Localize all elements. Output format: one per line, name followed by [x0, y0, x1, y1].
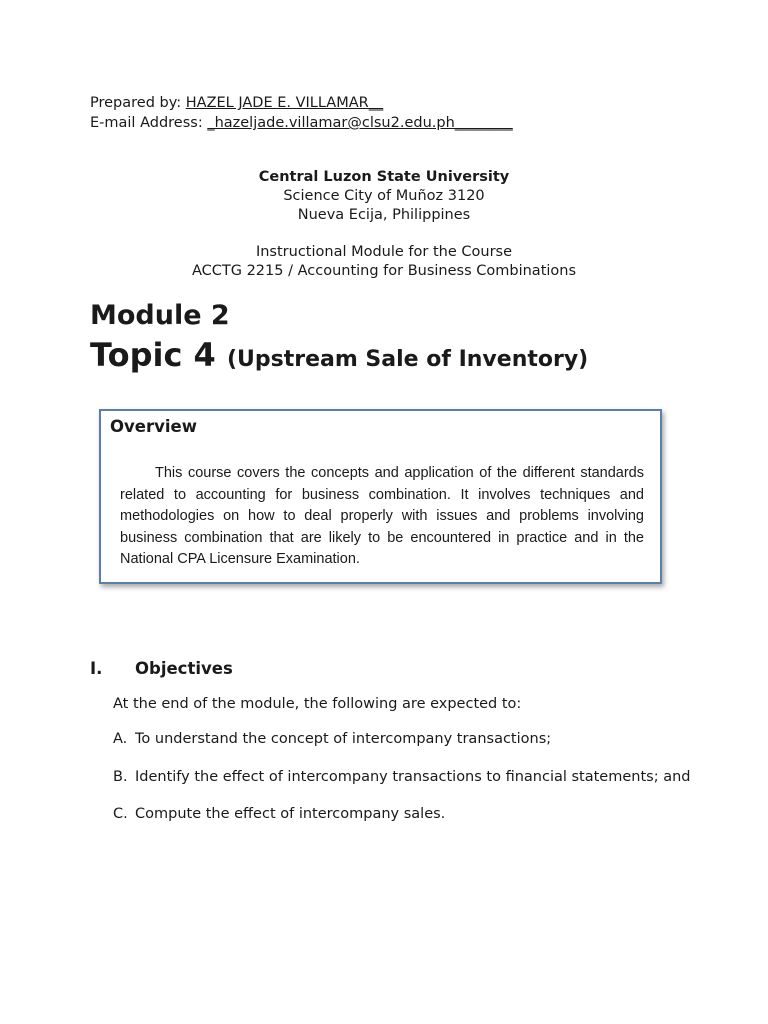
objective-item-c — [113, 806, 445, 822]
objectives-number: I. — [90, 659, 103, 678]
email-value: _hazeljade.villamar@clsu2.edu.ph________ — [207, 115, 513, 131]
topic-label: Topic 4 — [90, 336, 216, 374]
objective-letter: C. — [113, 806, 128, 822]
course-line1: Instructional Module for the Course — [255, 244, 513, 260]
prepared-by-line — [90, 93, 513, 113]
university-block — [0, 168, 768, 225]
objective-item-b — [113, 769, 690, 785]
topic-subtitle: (Upstream Sale of Inventory) — [226, 347, 589, 372]
module-title: Module 2 — [90, 300, 230, 331]
objective-letter: A. — [113, 731, 128, 747]
objectives-heading — [90, 659, 233, 678]
overview-box — [99, 409, 662, 584]
university-address-line1: Science City of Muñoz 3120 — [283, 188, 485, 204]
university-name: Central Luzon State University — [258, 169, 510, 185]
objectives-title: Objectives — [135, 659, 233, 678]
email-label: E-mail Address: — [90, 115, 208, 131]
overview-heading: Overview — [110, 417, 197, 436]
objective-letter: B. — [113, 769, 128, 785]
objectives-intro: At the end of the module, the following are expected to: — [113, 696, 522, 712]
topic-title — [90, 334, 588, 381]
course-line2: ACCTG 2215 / Accounting for Business Combinations — [191, 263, 577, 279]
objective-item-a — [113, 731, 551, 747]
email-line — [90, 113, 513, 133]
university-address-line2: Nueva Ecija, Philippines — [297, 207, 471, 223]
objective-text: To understand the concept of intercompany transactions; — [135, 731, 552, 747]
objective-text: Identify the effect of intercompany transactions to financial statements; and — [135, 769, 691, 785]
prepared-by-label: Prepared by: — [90, 95, 186, 111]
overview-body: This course covers the concepts and application of the different standards related to accounting for business combination. It involves techniques and methodologies on how to deal properly with issues and problems involving business combination that are likely to be encountered in practice and in the National CPA Licensure Examination. — [120, 465, 644, 568]
objective-text: Compute the effect of intercompany sales. — [135, 806, 446, 822]
preparer-info — [90, 93, 513, 133]
course-block — [0, 243, 768, 281]
prepared-by-name: HAZEL JADE E. VILLAMAR__ — [185, 95, 384, 111]
